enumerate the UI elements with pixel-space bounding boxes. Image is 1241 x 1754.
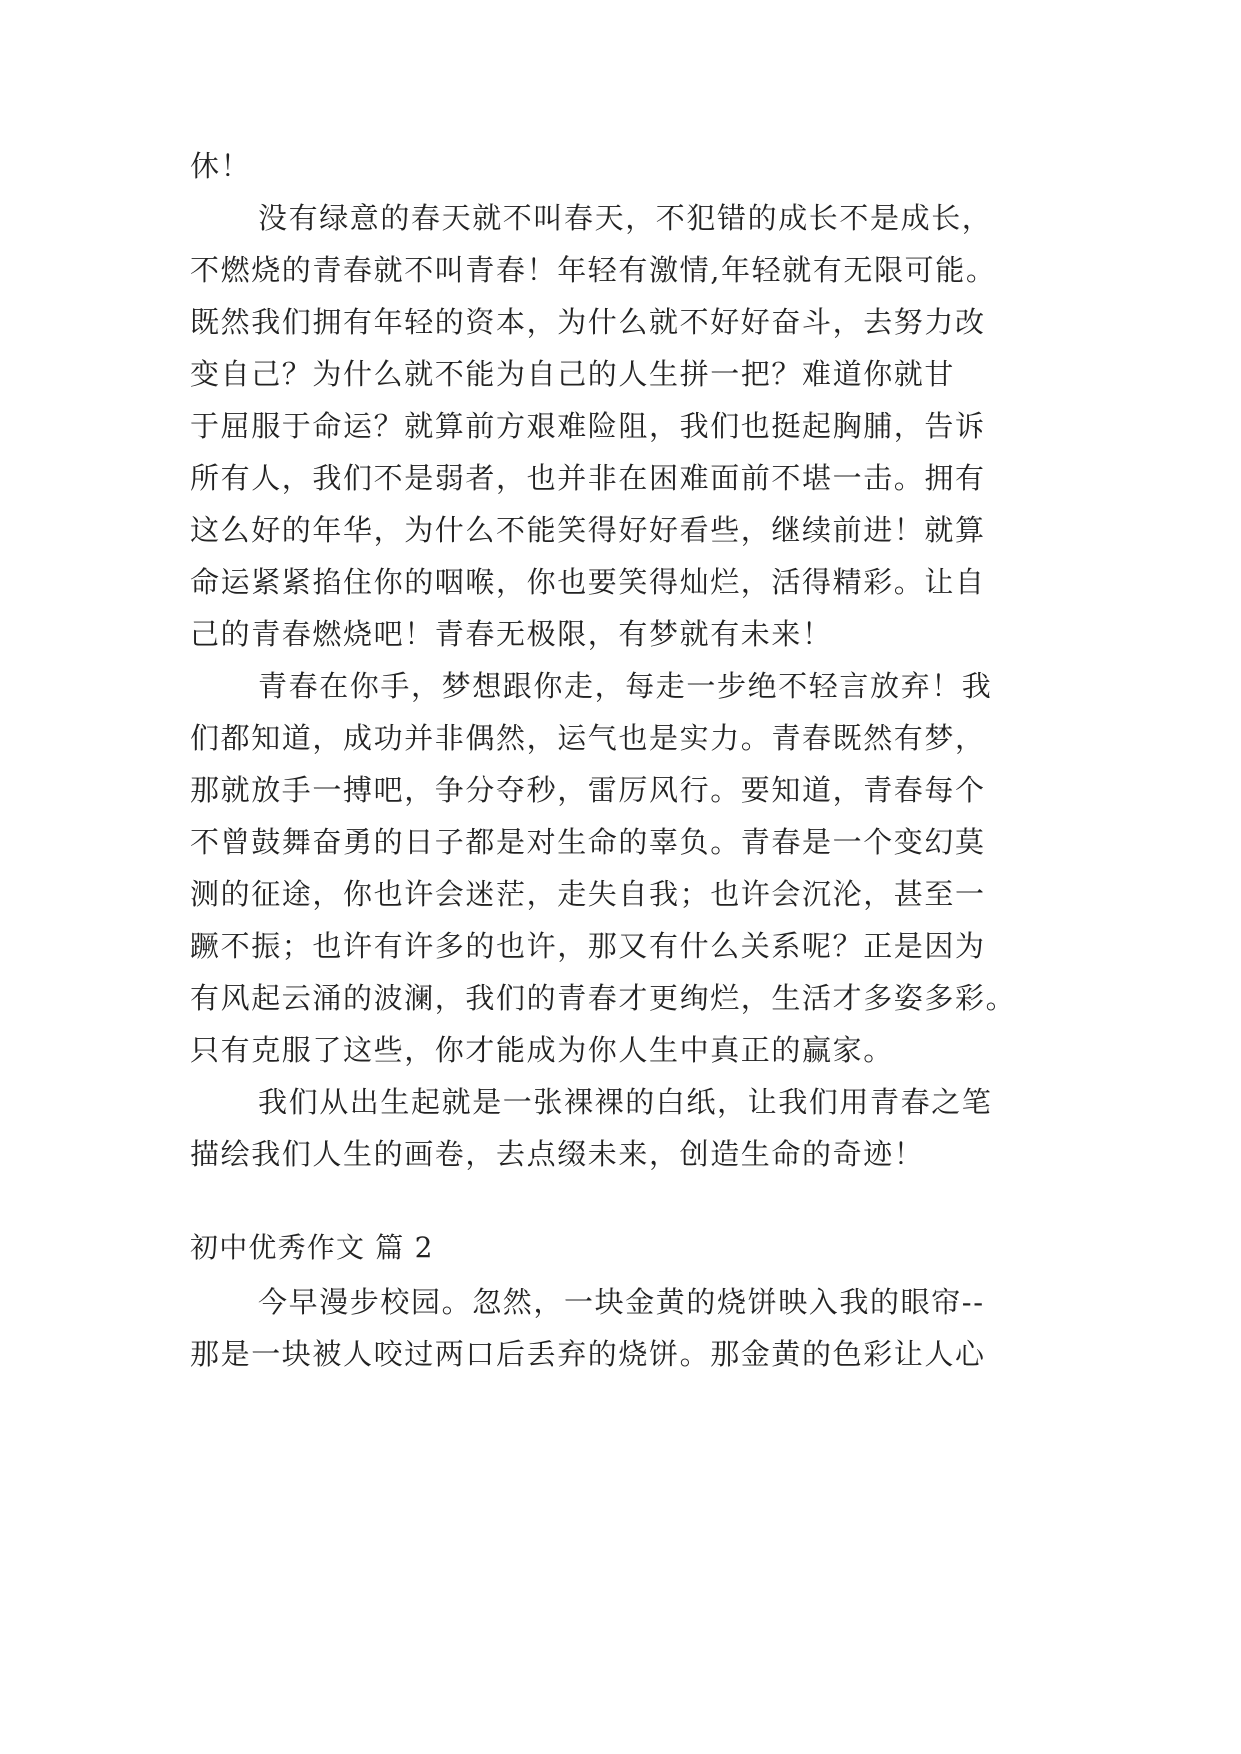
paragraph-line: 于屈服于命运？就算前方艰难险阻，我们也挺起胸脯，告诉: [190, 409, 986, 443]
paragraph-line: 那是一块被人咬过两口后丢弃的烧饼。那金黄的色彩让人心: [190, 1337, 986, 1371]
paragraph-line: 青春在你手，梦想跟你走，每走一步绝不轻言放弃！我: [258, 669, 993, 703]
paragraph-line: 今早漫步校园。忽然，一块金黄的烧饼映入我的眼帘--: [258, 1285, 985, 1319]
paragraph-line: 所有人，我们不是弱者，也并非在困难面前不堪一击。拥有: [190, 461, 986, 495]
paragraph-line: 不燃烧的青春就不叫青春！年轻有激情,年轻就有无限可能。: [190, 253, 997, 287]
paragraph-line: 既然我们拥有年轻的资本，为什么就不好好奋斗，去努力改: [190, 305, 986, 339]
paragraph-line: 描绘我们人生的画卷，去点缀未来，创造生命的奇迹！: [190, 1137, 925, 1171]
paragraph-line: 测的征途，你也许会迷茫，走失自我；也许会沉沦，甚至一: [190, 877, 986, 911]
paragraph-line: 没有绿意的春天就不叫春天，不犯错的成长不是成长，: [258, 201, 993, 235]
paragraph-line: 这么好的年华，为什么不能笑得好好看些，继续前进！就算: [190, 513, 986, 547]
paragraph-line: 变自己？为什么就不能为自己的人生拼一把？难道你就甘: [190, 357, 956, 391]
paragraph-line: 那就放手一搏吧，争分夺秒，雷厉风行。要知道，青春每个: [190, 773, 986, 807]
paragraph-line: 不曾鼓舞奋勇的日子都是对生命的辜负。青春是一个变幻莫: [190, 825, 986, 859]
paragraph-line: 休！: [190, 149, 252, 183]
section-heading: 初中优秀作文 篇 2: [190, 1231, 434, 1264]
paragraph-line: 命运紧紧掐住你的咽喉，你也要笑得灿烂，活得精彩。让自: [190, 565, 986, 599]
paragraph-line: 只有克服了这些，你才能成为你人生中真正的赢家。: [190, 1033, 894, 1067]
paragraph-line: 有风起云涌的波澜，我们的青春才更绚烂，生活才多姿多彩。: [190, 981, 1017, 1015]
paragraph-line: 我们从出生起就是一张裸裸的白纸，让我们用青春之笔: [258, 1085, 993, 1119]
paragraph-line: 们都知道，成功并非偶然，运气也是实力。青春既然有梦，: [190, 721, 986, 755]
paragraph-line: 己的青春燃烧吧！青春无极限，有梦就有未来！: [190, 617, 833, 651]
paragraph-line: 蹶不振；也许有许多的也许，那又有什么关系呢？正是因为: [190, 929, 986, 963]
